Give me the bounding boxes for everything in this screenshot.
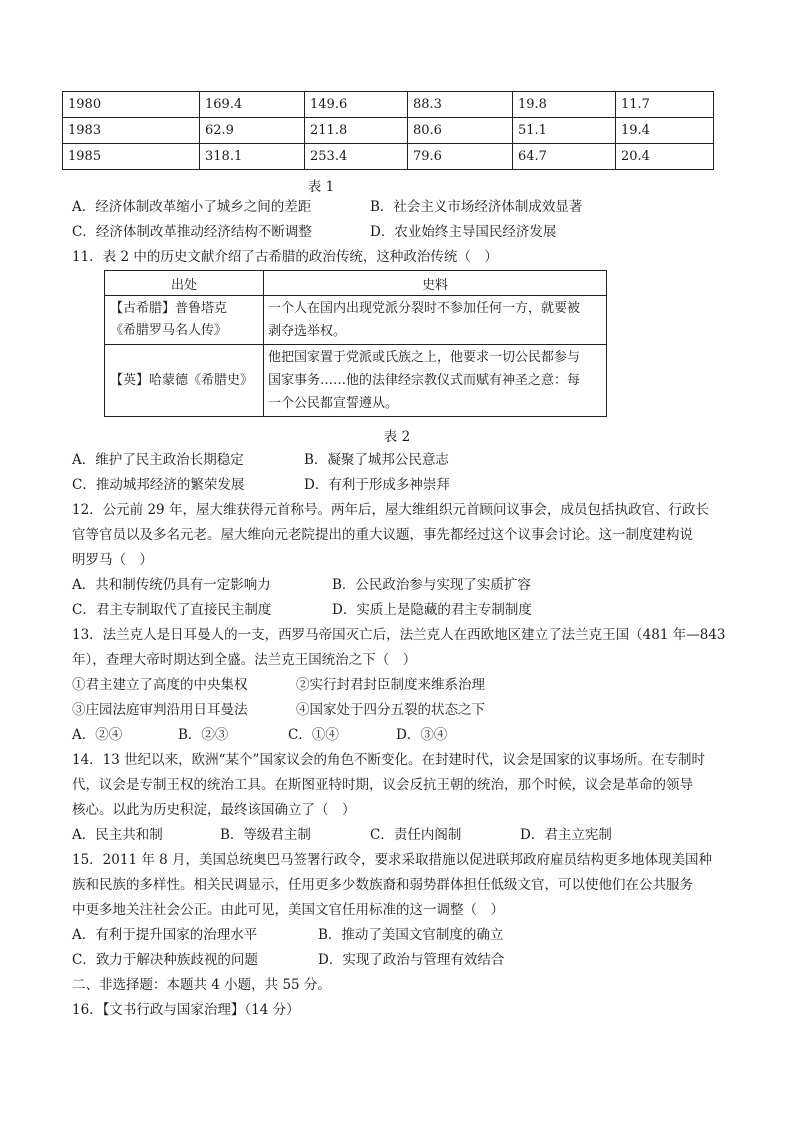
- table-cell: 64.7: [513, 144, 616, 170]
- question-line: 代，议会是专制王权的统治工具。在斯图亚特时期，议会反抗王朝的统治，那个时候，议会是革命的领导: [72, 777, 693, 793]
- option-c: C．经济体制改革推动经济结构不断调整: [72, 224, 312, 240]
- excerpt-line: 一个人在国内出现党派分裂时不参加任何一方，就要被: [268, 301, 581, 316]
- statement-item: ③庄园法庭审判沿用日耳曼法: [72, 702, 248, 718]
- table-cell: 51.1: [513, 118, 616, 144]
- column-header: 史料: [264, 271, 607, 296]
- option-b: B．公民政治参与实现了实质扩容: [332, 577, 531, 593]
- option-b: B．社会主义市场经济体制成效显著: [370, 199, 583, 215]
- table-cell: 20.4: [616, 144, 714, 170]
- option-c: C．推动城邦经济的繁荣发展: [72, 477, 245, 493]
- question-line: 官等官员以及多名元老。屋大维向元老院提出的重大议题，事先都经过这个议事会讨论。这一制度建构说: [72, 527, 693, 543]
- column-header: 出处: [105, 271, 264, 296]
- table-row: [105, 296, 607, 345]
- option-c: C．致力于解决种族歧视的问题: [72, 952, 258, 968]
- excerpt-cell: [264, 345, 607, 417]
- question-line: 14．13 世纪以来，欧洲“某个”国家议会的角色不断变化。在封建时代，议会是国家的议事场所。在专制时: [72, 752, 705, 768]
- table-cell: 80.6: [408, 118, 513, 144]
- option-a: A．共和制传统仍具有一定影响力: [72, 577, 271, 593]
- table-cell: 211.8: [305, 118, 408, 144]
- option-d: D．有利于形成多神崇拜: [304, 477, 450, 493]
- question-line: 15．2011 年 8 月，美国总统奥巴马签署行政令，要求采取措施以促进联邦政府雇员结构更多地体现美国种: [72, 852, 712, 868]
- table-cell: 79.6: [408, 144, 513, 170]
- source-cell: 【英】哈蒙德《希腊史》: [105, 345, 264, 417]
- table-caption: 表 2: [383, 429, 411, 445]
- excerpt-line: 剥夺选举权。: [268, 324, 347, 339]
- table-cell: 253.4: [305, 144, 408, 170]
- option-d: D．农业始终主导国民经济发展: [370, 224, 557, 240]
- option-a: A．②④: [72, 727, 123, 743]
- question-line: 核心。以此为历史积淀，最终该国确立了（ ）: [72, 802, 356, 818]
- table-caption: 表 1: [307, 179, 335, 195]
- statement-item: ②实行封君封臣制度来维系治理: [296, 677, 485, 693]
- option-a: A．维护了民主政治长期稳定: [72, 452, 244, 468]
- source-cell: [105, 296, 264, 345]
- table-cell: 318.1: [200, 144, 305, 170]
- table-row: [63, 92, 714, 118]
- table-cell: 19.4: [616, 118, 714, 144]
- statement-item: ④国家处于四分五裂的状态之下: [296, 702, 485, 718]
- table-row: [105, 345, 607, 417]
- table-cell: 1985: [63, 144, 200, 170]
- statistics-table: [62, 91, 714, 170]
- statement-item: ①君主建立了高度的中央集权: [72, 677, 248, 693]
- option-a: A．民主共和制: [72, 827, 163, 843]
- table-row: [63, 144, 714, 170]
- question-line: 年），查理大帝时期达到全盛。法兰克王国统治之下（ ）: [72, 652, 417, 668]
- excerpt-line: 一个公民都宣誓遵从。: [268, 396, 399, 411]
- table-cell: 169.4: [200, 92, 305, 118]
- option-b: B．推动了美国文官制度的确立: [318, 927, 504, 943]
- option-d: D．③④: [396, 727, 448, 743]
- question-heading: 16．【文书行政与国家治理】（14 分）: [72, 1002, 300, 1018]
- source-line: 《希腊罗马名人传》: [110, 323, 228, 338]
- table-cell: 19.8: [513, 92, 616, 118]
- table-header-row: [105, 271, 607, 296]
- source-line: 【古希腊】普鲁塔克: [110, 301, 228, 316]
- option-b: B．②③: [178, 727, 229, 743]
- option-b: B．凝聚了城邦公民意志: [304, 452, 449, 468]
- table-row: [63, 118, 714, 144]
- excerpt-line: 他把国家置于党派或氏族之上，他要求一切公民都参与: [268, 350, 581, 365]
- question-line: 12．公元前 29 年，屋大维获得元首称号。两年后，屋大维组织元首顾问议事会，成员包括执政官、行政长: [72, 502, 709, 518]
- table-cell: 88.3: [408, 92, 513, 118]
- option-d: D．实现了政治与管理有效结合: [318, 952, 505, 968]
- excerpt-cell: [264, 296, 607, 345]
- option-b: B．等级君主制: [220, 827, 311, 843]
- option-d: D．君主立宪制: [520, 827, 612, 843]
- table-cell: 149.6: [305, 92, 408, 118]
- table-cell: 1980: [63, 92, 200, 118]
- option-c: C．君主专制取代了直接民主制度: [72, 602, 272, 618]
- option-a: A．经济体制改革缩小了城乡之间的差距: [72, 199, 312, 215]
- question-line: 中更多地关注社会公正。由此可见，美国文官任用标准的这一调整（ ）: [72, 902, 504, 918]
- question-line: 族和民族的多样性。相关民调显示，任用更多少数族裔和弱势群体担任低级文官，可以使他们在公共服务: [72, 877, 693, 893]
- question-line: 13．法兰克人是日耳曼人的一支，西罗马帝国灭亡后，法兰克人在西欧地区建立了法兰克王国（481 年—843: [72, 627, 726, 643]
- question-line: 明罗马（ ）: [72, 552, 153, 568]
- question-stem: 11．表 2 中的历史文献介绍了古希腊的政治传统，这种政治传统（ ）: [72, 249, 498, 265]
- option-d: D．实质上是隐藏的君主专制制度: [332, 602, 532, 618]
- table-cell: 1983: [63, 118, 200, 144]
- section-heading: 二、非选择题：本题共 4 小题，共 55 分。: [72, 977, 331, 993]
- option-c: C．①④: [288, 727, 339, 743]
- excerpt-line: 国家事务……他的法律经宗教仪式而赋有神圣之意：每: [268, 373, 581, 388]
- option-c: C．责任内阁制: [370, 827, 462, 843]
- source-table: [104, 270, 607, 417]
- table-cell: 62.9: [200, 118, 305, 144]
- table-cell: 11.7: [616, 92, 714, 118]
- option-a: A．有利于提升国家的治理水平: [72, 927, 258, 943]
